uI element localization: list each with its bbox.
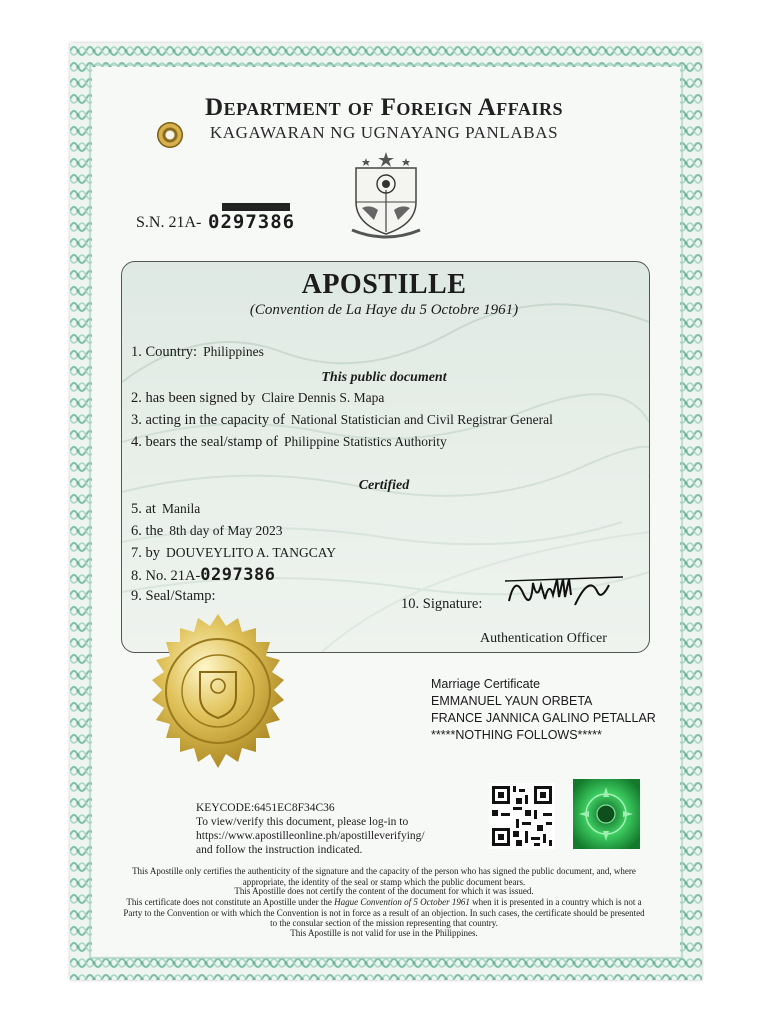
at-value: Manila — [161, 501, 201, 516]
verify-followup: and follow the instruction indicated. — [196, 844, 363, 856]
field-by: 7. by DOUVEYLITO A. TANGCAY — [131, 545, 337, 561]
party-name-1: EMMANUEL YAUN ORBETA — [431, 694, 593, 708]
handwritten-signature — [505, 571, 625, 611]
field-capacity: 3. acting in the capacity of National Statistician and Civil Registrar General — [131, 412, 553, 428]
capacity-value: National Statistician and Civil Registrar General — [290, 412, 553, 427]
disclaimer-paragraph-3: This certificate does not constitute an Apostille under the Hague Convention of 5 October 1961 when it is presented in a country which is not a Party to the Convention or with which the Convention is not in force as a result of an objection. In such cases, the certificate should be presented to the consular section of the mission representing that country. — [123, 897, 645, 928]
apostille-title: APOSTILLE — [301, 269, 467, 300]
signed-by-value: Claire Dennis S. Mapa — [261, 390, 385, 405]
serial-label: S.N. 21A- — [136, 214, 202, 231]
disclaimer-paragraph-4: This Apostille is not valid for use in the Philippines. — [290, 928, 478, 938]
seal-value: Philippine Statistics Authority — [283, 434, 447, 449]
document-type: Marriage Certificate — [431, 677, 541, 691]
section-public-document: This public document — [321, 370, 447, 385]
country-value: Philippines — [203, 344, 264, 359]
nothing-follows: *****NOTHING FOLLOWS***** — [431, 728, 602, 742]
field-seal: 4. bears the seal/stamp of Philippine Statistics Authority — [131, 434, 447, 450]
disclaimer-paragraph-1: This Apostille only certifies the authenticity of the signature and the capacity of the person who has signed the public document, and, where appropriate, the identity of the seal or stamp which the public document bears. — [132, 866, 636, 887]
by-value: DOUVEYLITO A. TANGCAY — [166, 545, 337, 560]
disclaimer-paragraph-2: This Apostille does not certify the content of the document for which it was issued. — [234, 886, 534, 896]
field-date: 6. the 8th day of May 2023 — [131, 523, 283, 539]
philippine-coat-of-arms-icon — [348, 150, 424, 240]
agency-subtitle: KAGAWARAN NG UGNAYANG PANLABAS — [209, 123, 559, 142]
section-certified: Certified — [358, 478, 410, 493]
verify-instruction: To view/verify this document, please log-in to — [196, 816, 409, 828]
verify-url[interactable]: https://www.apostilleonline.ph/apostilleverifying/ — [196, 830, 425, 842]
agency-title: Department of Foreign Affairs — [205, 94, 563, 121]
field-signature-label: 10. Signature: — [401, 596, 483, 612]
field-seal-stamp: 9. Seal/Stamp: — [131, 588, 216, 604]
serial-number: 0297386 — [208, 211, 296, 233]
keycode: KEYCODE:6451EC8F34C36 — [196, 802, 335, 814]
gold-seal-icon — [138, 612, 298, 772]
authentication-officer-label: Authentication Officer — [480, 631, 607, 646]
date-value: 8th day of May 2023 — [169, 523, 283, 538]
field-country: 1. Country: Philippines — [131, 344, 264, 360]
field-at: 5. at Manila — [131, 501, 201, 517]
serial-tag — [222, 203, 290, 211]
field-number: 8. No. 21A-0297386 — [131, 565, 276, 585]
hologram-seal-icon — [573, 779, 640, 849]
grommet-icon — [157, 122, 183, 148]
qr-code-icon[interactable] — [489, 783, 555, 849]
number-value: 0297386 — [200, 565, 276, 585]
convention-subtitle: (Convention de La Haye du 5 Octobre 1961) — [249, 302, 519, 318]
party-name-2: FRANCE JANNICA GALINO PETALLAR — [431, 711, 656, 725]
field-signed-by: 2. has been signed by Claire Dennis S. Mapa — [131, 390, 385, 406]
